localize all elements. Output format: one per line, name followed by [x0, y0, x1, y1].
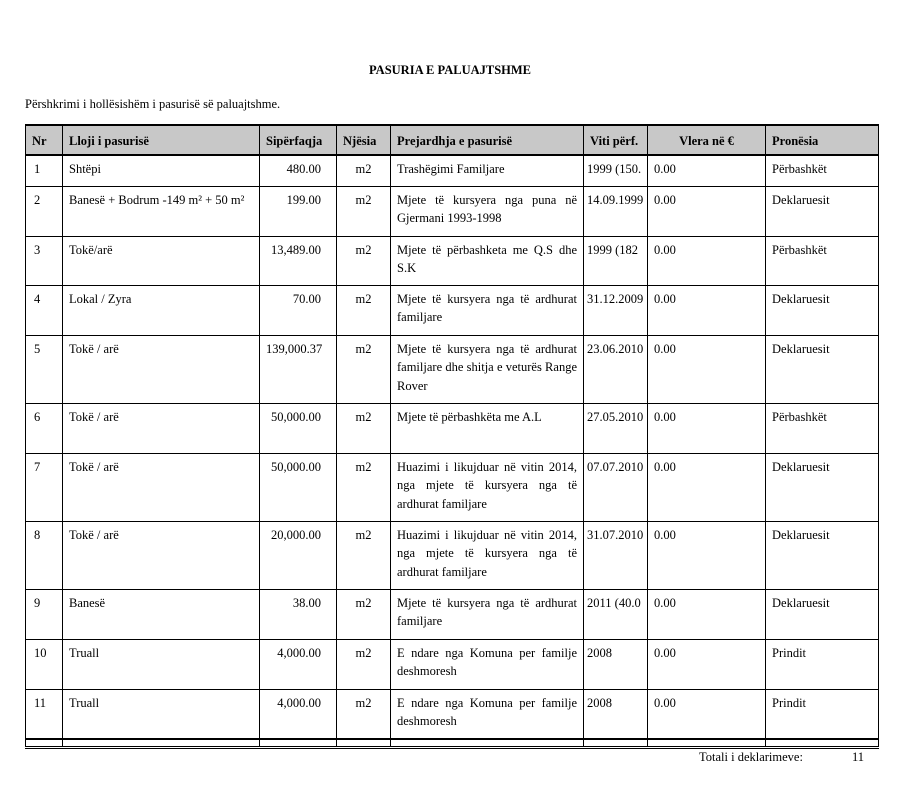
- cell-unit: m2: [337, 453, 391, 521]
- cell-value: 0.00: [648, 521, 766, 589]
- cell-unit: m2: [337, 689, 391, 739]
- cell-origin: Mjete të kursyera nga puna në Gjermani 1993-1998: [391, 186, 584, 236]
- cell-year: 27.05.2010: [584, 403, 648, 453]
- cell-unit: m2: [337, 236, 391, 285]
- cell-type: Tokë / arë: [63, 453, 260, 521]
- table-row: [26, 155, 879, 186]
- total-value: 11: [852, 750, 865, 764]
- cell-origin: Mjete të kursyera nga të ardhurat familjare dhe shitja e veturës Range Rover: [391, 335, 584, 403]
- cell-owner: Përbashkët: [766, 155, 879, 186]
- cell-value: 0.00: [648, 403, 766, 453]
- cell-owner: Deklaruesit: [766, 285, 879, 335]
- cell-nr: 3: [26, 236, 63, 285]
- cell-unit: m2: [337, 285, 391, 335]
- table-row: [26, 403, 879, 453]
- table-row: [26, 689, 879, 739]
- cell-value: 0.00: [648, 689, 766, 739]
- cell-year: 2008: [584, 689, 648, 739]
- cell-unit: m2: [337, 589, 391, 639]
- cell-value: 0.00: [648, 453, 766, 521]
- col-header-value: Vlera në €: [648, 125, 766, 155]
- cell-year: 31.07.2010: [584, 521, 648, 589]
- cell-unit: m2: [337, 639, 391, 689]
- cell-area: 4,000.00: [260, 639, 337, 689]
- cell-nr: 2: [26, 186, 63, 236]
- cell-area: 50,000.00: [260, 403, 337, 453]
- cell-unit: m2: [337, 403, 391, 453]
- cell-year: 14.09.1999: [584, 186, 648, 236]
- cell-owner: Prindit: [766, 689, 879, 739]
- col-header-owner: Pronësia: [766, 125, 879, 155]
- cell-nr: 9: [26, 589, 63, 639]
- cell-unit: m2: [337, 521, 391, 589]
- cell-type: Shtëpi: [63, 155, 260, 186]
- cell-nr: 1: [26, 155, 63, 186]
- cell-year: 2011 (40.0: [584, 589, 648, 639]
- table-row: [26, 236, 879, 285]
- cell-origin: E ndare nga Komuna per familje deshmoresh: [391, 689, 584, 739]
- cell-origin: E ndare nga Komuna per familje deshmoresh: [391, 639, 584, 689]
- cell-area: 4,000.00: [260, 689, 337, 739]
- cell-type: Truall: [63, 639, 260, 689]
- cell-type: Tokë / arë: [63, 403, 260, 453]
- col-header-area: Sipërfaqja: [260, 125, 337, 155]
- cell-area: 199.00: [260, 186, 337, 236]
- col-header-nr: Nr: [26, 125, 63, 155]
- page-title: PASURIA E PALUAJTSHME: [368, 63, 532, 77]
- cell-year: 07.07.2010: [584, 453, 648, 521]
- cell-unit: m2: [337, 335, 391, 403]
- table-row: [26, 186, 879, 236]
- cell-nr: 5: [26, 335, 63, 403]
- table-row: [26, 335, 879, 403]
- cell-year: 31.12.2009: [584, 285, 648, 335]
- cell-owner: Deklaruesit: [766, 335, 879, 403]
- cell-owner: Deklaruesit: [766, 589, 879, 639]
- cell-origin: Mjete të kursyera nga të ardhurat familjare: [391, 589, 584, 639]
- cell-origin: Huazimi i likujduar në vitin 2014, nga mjete të kursyera nga të ardhurat familjare: [391, 521, 584, 589]
- cell-type: Tokë / arë: [63, 521, 260, 589]
- table-header-row: [26, 125, 879, 155]
- table-row: [26, 453, 879, 521]
- cell-area: 38.00: [260, 589, 337, 639]
- col-header-origin: Prejardhja e pasurisë: [391, 125, 584, 155]
- total-label: Totali i deklarimeve:: [699, 750, 803, 764]
- table-row: [26, 285, 879, 335]
- cell-area: 70.00: [260, 285, 337, 335]
- table-footer-rule: [26, 739, 879, 748]
- section-description: Përshkrimi i hollësishëm i pasurisë së paluajtshme.: [25, 97, 281, 111]
- cell-value: 0.00: [648, 186, 766, 236]
- cell-owner: Deklaruesit: [766, 453, 879, 521]
- cell-origin: Mjete të kursyera nga të ardhurat familjare: [391, 285, 584, 335]
- cell-area: 139,000.37: [260, 335, 337, 403]
- table-row: [26, 589, 879, 639]
- cell-value: 0.00: [648, 335, 766, 403]
- cell-owner: Prindit: [766, 639, 879, 689]
- cell-year: 1999 (150.: [584, 155, 648, 186]
- cell-value: 0.00: [648, 285, 766, 335]
- cell-type: Truall: [63, 689, 260, 739]
- cell-type: Tokë / arë: [63, 335, 260, 403]
- cell-value: 0.00: [648, 155, 766, 186]
- cell-nr: 10: [26, 639, 63, 689]
- cell-origin: Mjete të përbashkëta me A.L: [391, 403, 584, 453]
- cell-owner: Përbashkët: [766, 236, 879, 285]
- cell-nr: 4: [26, 285, 63, 335]
- col-header-unit: Njësia: [337, 125, 391, 155]
- col-header-year: Viti përf.: [584, 125, 648, 155]
- cell-unit: m2: [337, 186, 391, 236]
- table-row: [26, 521, 879, 589]
- cell-area: 20,000.00: [260, 521, 337, 589]
- cell-origin: Huazimi i likujduar në vitin 2014, nga mjete të kursyera nga të ardhurat familjare: [391, 453, 584, 521]
- cell-nr: 8: [26, 521, 63, 589]
- cell-owner: Deklaruesit: [766, 521, 879, 589]
- cell-value: 0.00: [648, 236, 766, 285]
- cell-area: 13,489.00: [260, 236, 337, 285]
- table-row: [26, 639, 879, 689]
- col-header-type: Lloji i pasurisë: [63, 125, 260, 155]
- cell-nr: 6: [26, 403, 63, 453]
- cell-owner: Deklaruesit: [766, 186, 879, 236]
- cell-value: 0.00: [648, 639, 766, 689]
- cell-value: 0.00: [648, 589, 766, 639]
- cell-type: Lokal / Zyra: [63, 285, 260, 335]
- cell-type: Tokë/arë: [63, 236, 260, 285]
- property-table: [25, 124, 879, 749]
- cell-area: 50,000.00: [260, 453, 337, 521]
- cell-type: Banesë: [63, 589, 260, 639]
- cell-unit: m2: [337, 155, 391, 186]
- cell-year: 2008: [584, 639, 648, 689]
- cell-year: 1999 (182: [584, 236, 648, 285]
- cell-owner: Përbashkët: [766, 403, 879, 453]
- cell-type: Banesë + Bodrum -149 m² + 50 m²: [63, 186, 260, 236]
- cell-origin: Mjete të përbashketa me Q.S dhe S.K: [391, 236, 584, 285]
- cell-nr: 11: [26, 689, 63, 739]
- cell-origin: Trashëgimi Familjare: [391, 155, 584, 186]
- cell-nr: 7: [26, 453, 63, 521]
- cell-area: 480.00: [260, 155, 337, 186]
- cell-year: 23.06.2010: [584, 335, 648, 403]
